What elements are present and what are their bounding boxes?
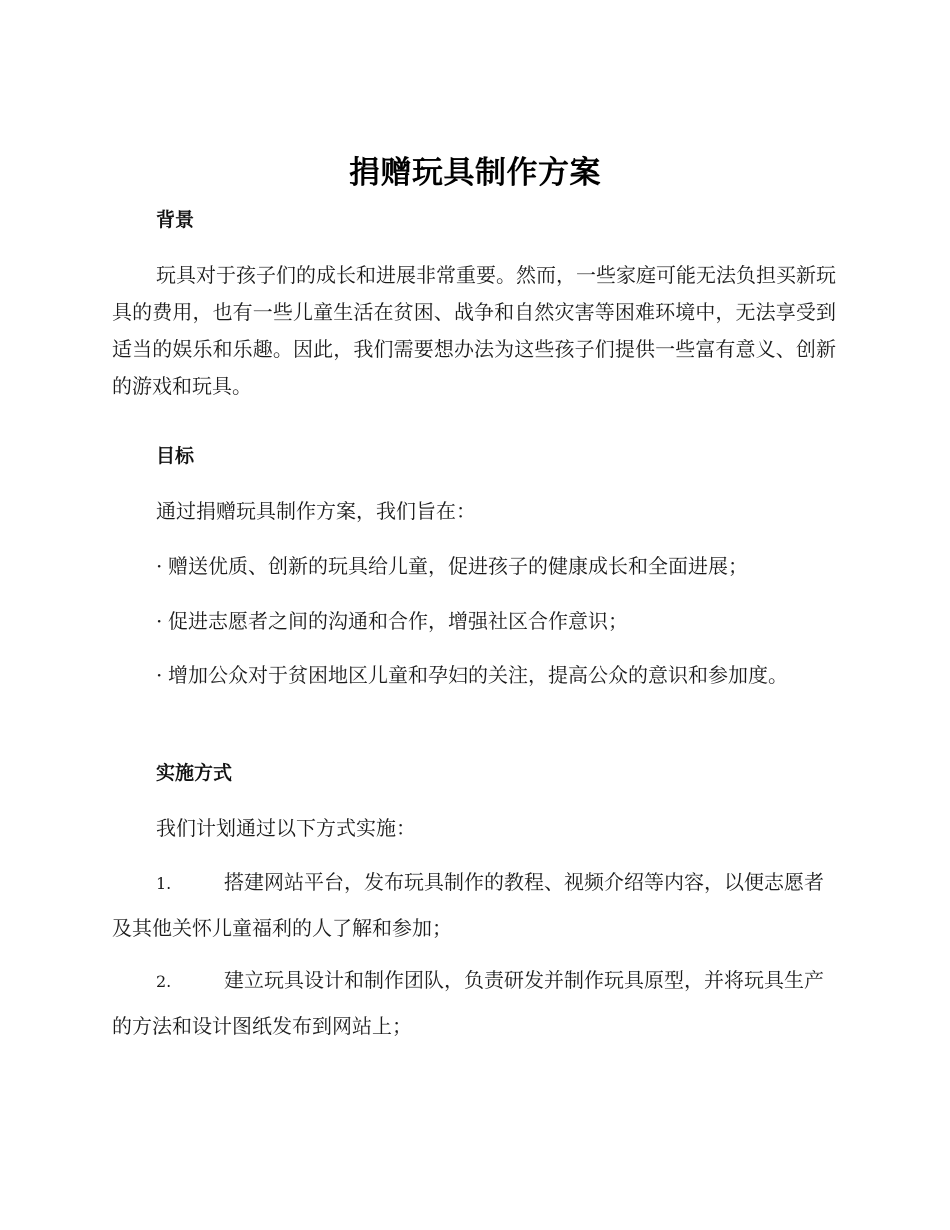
background-paragraph: 玩具对于孩子们的成长和进展非常重要。然而，一些家庭可能无法负担买新玩具的费用，也有一些儿童生活在贫困、战争和自然灾害等困难环境中，无法享受到适当的娱乐和乐趣。因此，我们需要想办法为这些孩子们提供一些富有意义、创新的游戏和玩具。 — [112, 263, 836, 398]
goal-bullet-item — [112, 657, 836, 694]
implementation-item — [112, 860, 836, 950]
goal-bullet-text: 增加公众对于贫困地区儿童和孕妇的关注，提高公众的意识和参加度。 — [168, 663, 788, 687]
document-title: 捐赠玩具制作方案 — [349, 155, 601, 191]
bullet-dot: · — [156, 609, 163, 633]
goal-bullet-text: 赠送优质、创新的玩具给儿童，促进孩子的健康成长和全面进展； — [168, 554, 748, 578]
goal-bullet-item — [112, 548, 836, 585]
bullet-dot: · — [156, 554, 163, 578]
section-heading-background: 背景 — [156, 209, 195, 231]
implementation-intro: 我们计划通过以下方式实施： — [156, 816, 416, 840]
goals-intro: 通过捐赠玩具制作方案，我们旨在： — [156, 499, 476, 523]
item-number: 1. — [156, 874, 172, 893]
item-text: 建立玩具设计和制作团队，负责研发并制作玩具原型，并将玩具生产的方法和设计图纸发布到网站上； — [112, 968, 824, 1038]
item-number: 2. — [156, 972, 172, 991]
section-heading-implementation: 实施方式 — [156, 762, 233, 784]
bullet-dot: · — [156, 663, 163, 687]
implementation-item — [112, 958, 836, 1048]
item-text: 搭建网站平台，发布玩具制作的教程、视频介绍等内容，以便志愿者及其他关怀儿童福利的人了解和参加； — [112, 870, 824, 940]
goal-bullet-item — [112, 603, 836, 640]
section-heading-goals: 目标 — [156, 445, 195, 467]
goal-bullet-text: 促进志愿者之间的沟通和合作，增强社区合作意识； — [168, 609, 628, 633]
